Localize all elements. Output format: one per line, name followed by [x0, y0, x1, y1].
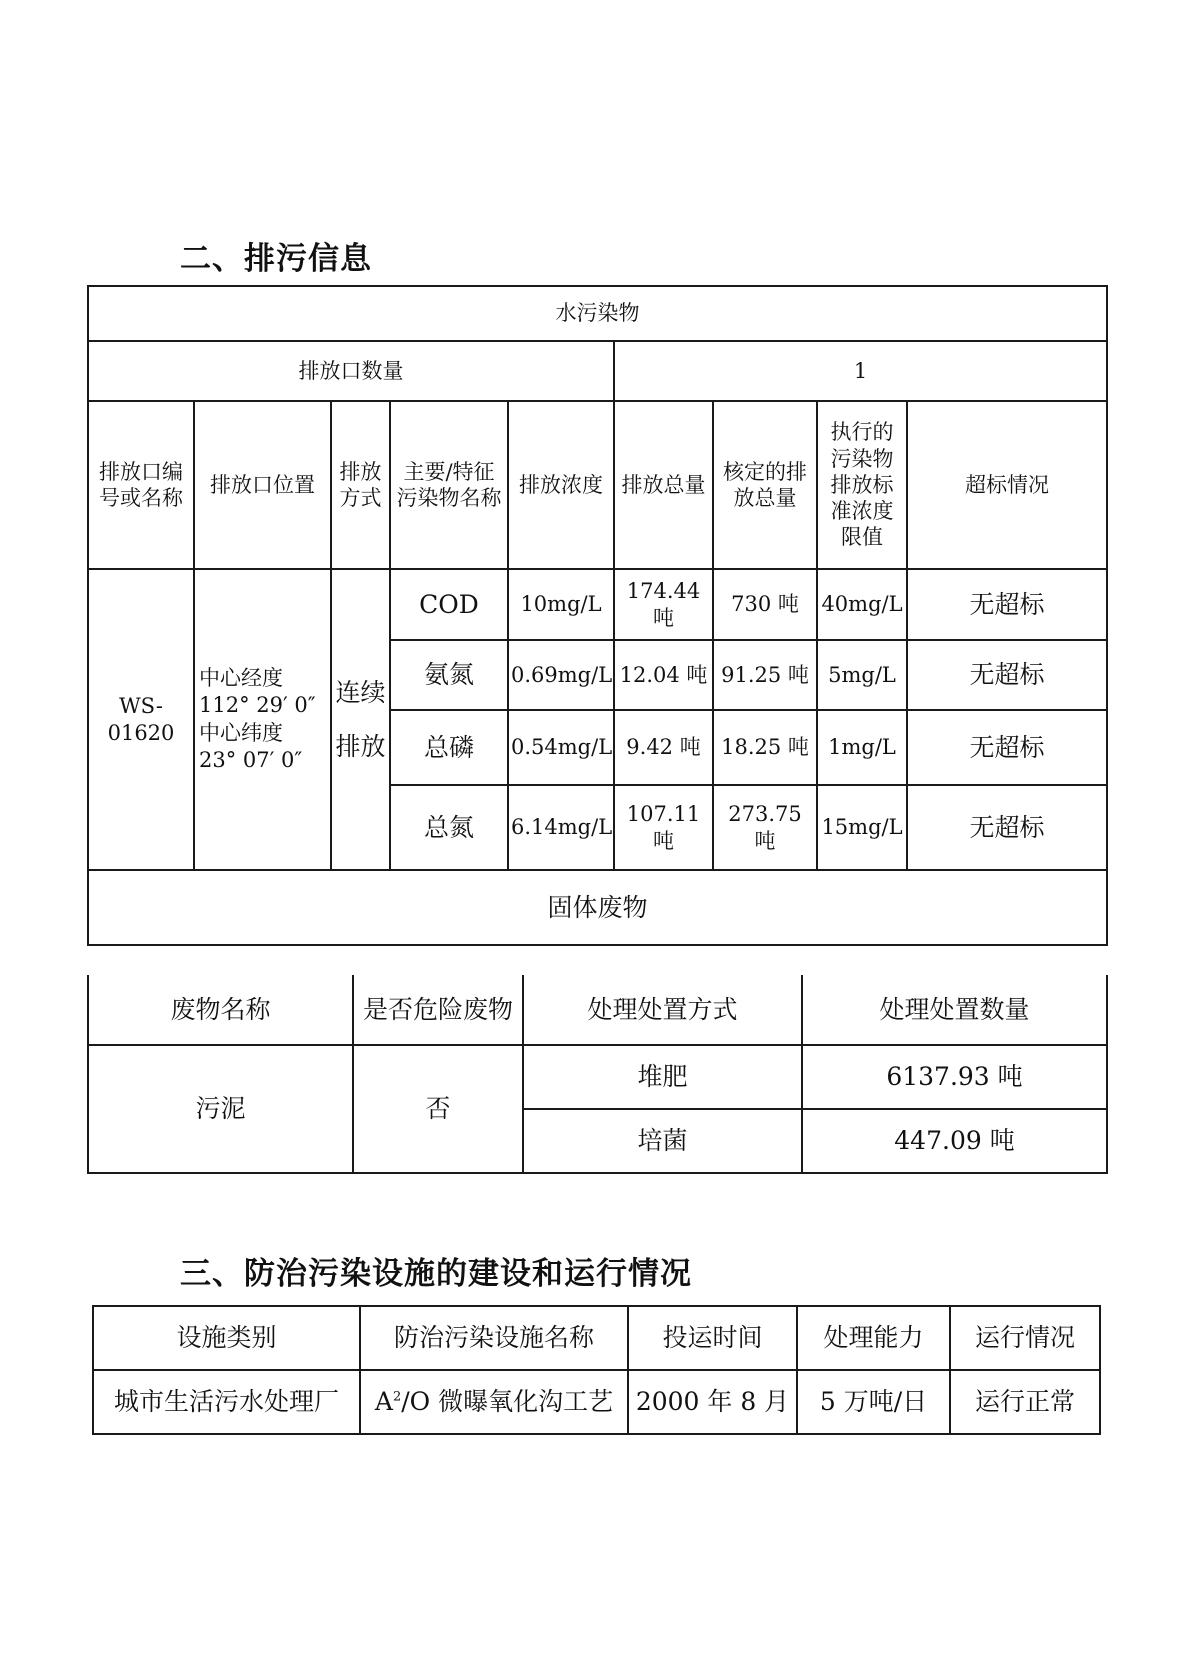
water-table-header-row [88, 401, 1107, 569]
discharge-total: 12.04 吨 [614, 640, 713, 710]
standard-limit: 15mg/L [817, 785, 907, 870]
exceed-status: 无超标 [907, 640, 1107, 710]
header-commission-date: 投运时间 [628, 1306, 797, 1370]
header-facility-category: 设施类别 [93, 1306, 360, 1370]
water-pollutant-table [87, 285, 1108, 946]
commission-date: 2000 年 8 月 [628, 1370, 797, 1434]
header-capacity: 处理能力 [797, 1306, 950, 1370]
facility-header-row [93, 1306, 1100, 1370]
concentration: 0.69mg/L [508, 640, 614, 710]
standard-limit: 40mg/L [817, 569, 907, 640]
concentration: 0.54mg/L [508, 710, 614, 785]
discharge-method: 连续 排放 [331, 569, 390, 870]
approved-total: 730 吨 [713, 569, 817, 640]
section-2-title: 二、排污信息 [180, 241, 372, 277]
header-method: 排放 方式 [331, 401, 390, 569]
header-facility-name: 防治污染设施名称 [360, 1306, 628, 1370]
header-disposal-method: 处理处置方式 [523, 975, 802, 1045]
header-hazardous: 是否危险废物 [353, 975, 523, 1045]
facility-name: $A^2/O$ 微曝氧化沟工艺 [360, 1370, 628, 1434]
disposal-method: 培菌 [523, 1109, 802, 1173]
header-concentration: 排放浓度 [508, 401, 614, 569]
table-row [88, 569, 1107, 640]
outlet-location: 中心经度 112° 29′ 0″ 中心纬度 23° 07′ 0″ [194, 569, 331, 870]
exceed-status: 无超标 [907, 710, 1107, 785]
header-outlet-id: 排放口编 号或名称 [88, 401, 194, 569]
exceed-status: 无超标 [907, 785, 1107, 870]
header-exceed: 超标情况 [907, 401, 1107, 569]
concentration: 6.14mg/L [508, 785, 614, 870]
standard-limit: 1mg/L [817, 710, 907, 785]
approved-total: 91.25 吨 [713, 640, 817, 710]
outlet-count-label: 排放口数量 [88, 341, 614, 401]
facility-category: 城市生活污水处理厂 [93, 1370, 360, 1434]
section-3-title: 三、防治污染设施的建设和运行情况 [180, 1256, 692, 1292]
pollutant-name: COD [390, 569, 508, 640]
header-standard-limit: 执行的 污染物 排放标 准浓度 限值 [817, 401, 907, 569]
table-row [88, 1045, 1107, 1109]
pollutant-name: 总氮 [390, 785, 508, 870]
header-disposal-quantity: 处理处置数量 [802, 975, 1107, 1045]
solid-waste-caption: 固体废物 [88, 870, 1107, 945]
disposal-quantity: 6137.93 吨 [802, 1045, 1107, 1109]
concentration: 10mg/L [508, 569, 614, 640]
operation-status: 运行正常 [950, 1370, 1100, 1434]
header-location: 排放口位置 [194, 401, 331, 569]
pollutant-name: 总磷 [390, 710, 508, 785]
discharge-total: 107.11 吨 [614, 785, 713, 870]
capacity: 5 万吨/日 [797, 1370, 950, 1434]
waste-hazardous: 否 [353, 1045, 523, 1173]
header-total: 排放总量 [614, 401, 713, 569]
waste-name: 污泥 [88, 1045, 353, 1173]
approved-total: 273.75 吨 [713, 785, 817, 870]
solid-waste-header-row [88, 975, 1107, 1045]
facility-table [92, 1305, 1101, 1435]
solid-waste-table [87, 975, 1108, 1174]
pollutant-name: 氨氮 [390, 640, 508, 710]
discharge-total: 9.42 吨 [614, 710, 713, 785]
table-row [93, 1370, 1100, 1434]
disposal-quantity: 447.09 吨 [802, 1109, 1107, 1173]
outlet-id: WS-01620 [88, 569, 194, 870]
approved-total: 18.25 吨 [713, 710, 817, 785]
header-operation-status: 运行情况 [950, 1306, 1100, 1370]
disposal-method: 堆肥 [523, 1045, 802, 1109]
discharge-total: 174.44 吨 [614, 569, 713, 640]
header-waste-name: 废物名称 [88, 975, 353, 1045]
outlet-count-value: 1 [614, 341, 1107, 401]
header-pollutant: 主要/特征 污染物名称 [390, 401, 508, 569]
standard-limit: 5mg/L [817, 640, 907, 710]
water-pollutant-caption: 水污染物 [88, 286, 1107, 341]
header-approved-total: 核定的排 放总量 [713, 401, 817, 569]
exceed-status: 无超标 [907, 569, 1107, 640]
